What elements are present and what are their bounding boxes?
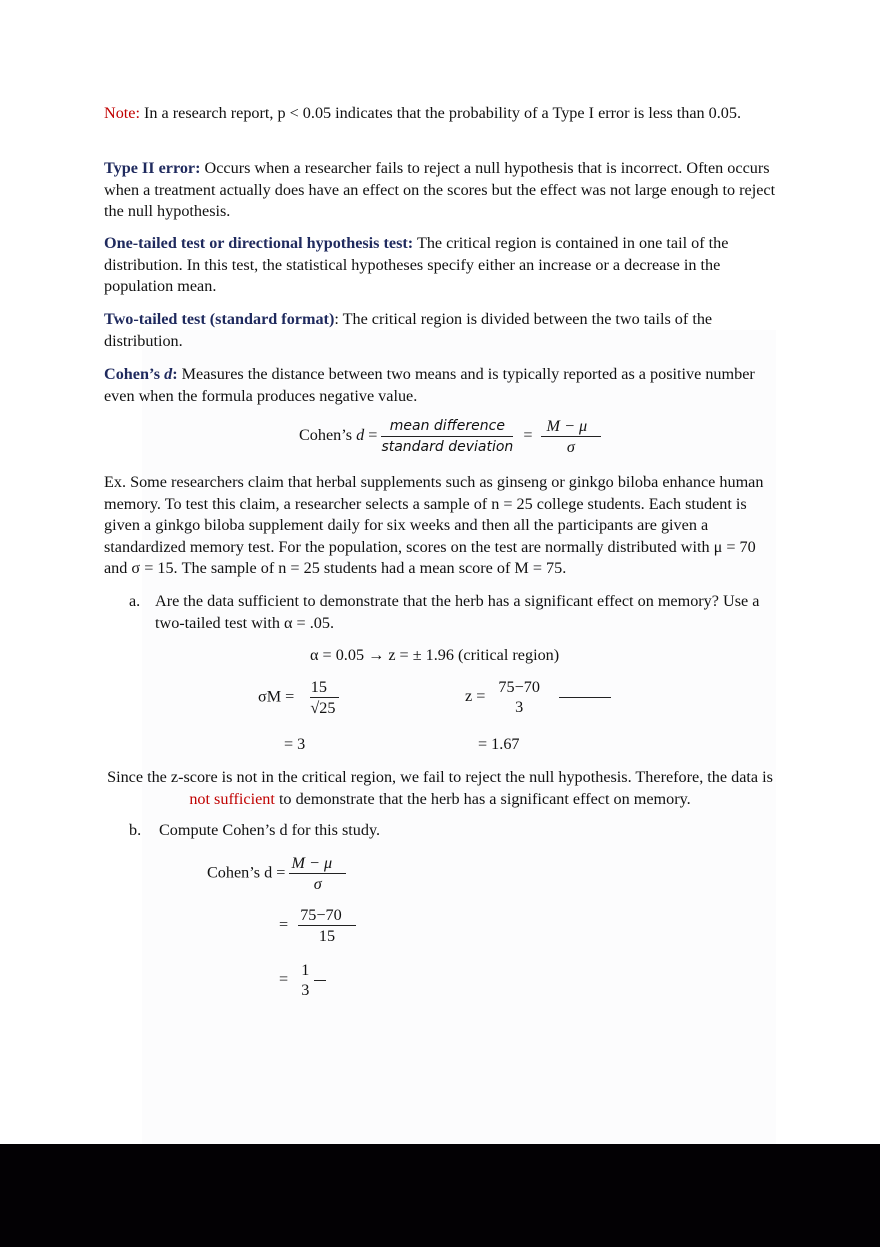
definition-type-ii-error [104, 158, 776, 223]
standard-error-result: = 3 [284, 735, 306, 753]
definition-text: Occurs when a researcher fails to reject a null hypothesis that is incorrect. Often occurs when a treatment actually does have an effect on the scores but the effect was not large enough to reject the null hypothesis. [104, 159, 776, 221]
note-paragraph [104, 103, 776, 125]
cohens-d-step-3: = 1 3 [279, 960, 326, 1000]
black-footer-bar [0, 1144, 880, 1247]
fraction-bar [559, 697, 611, 698]
z-score-result: = 1.67 [478, 735, 520, 753]
conclusion-paragraph: Since the z-score is not in the critical region, we fail to reject the null hypothesis. Therefore, the data is not sufficient to demonstrate that the herb has a significant effect on memory. [107, 768, 773, 808]
part-b-question: b. Compute Cohen’s d for this study. [129, 821, 381, 839]
note-text: In a research report, p < 0.05 indicates that the probability of a Type I error is less than 0.05. [139, 104, 742, 122]
critical-region-line: α = 0.05 → z = ± 1.96 (critical region) [310, 646, 560, 664]
note-label: Note: [104, 104, 140, 122]
term-type-ii-error: Type II error: [104, 159, 201, 177]
cohens-d-step-1: Cohen’s d = $\frac{M - \mu}{\sigma}$ [207, 853, 346, 894]
cohens-d-step-2: = $\frac{75-70}{15}$ [279, 905, 356, 946]
example-paragraph: Ex. Some researchers claim that herbal supplements such as ginseng or ginkgo biloba enhance human memory. To test this claim, a researcher selects a sample of n = 25 college students. Each student is given a ginkgo biloba supplement daily for six weeks and then all the participants are given a standardized memory test. For the population, scores on the test are normally distributed with μ = 70 and σ = 15. The sample of n = 25 students had a mean score of M = 75. [104, 473, 764, 578]
definition-two-tailed-test [104, 309, 776, 352]
standard-error-formula: σM = $\frac{15}{√25}$ [258, 677, 339, 718]
fraction-bar [314, 980, 326, 981]
fraction-mean-diff-over-sd: $\frac{\text{mean difference}}{\text{standard deviation}}$ [381, 418, 514, 455]
definition-text: : The critical region is divided between the two tails of the distribution. [104, 310, 713, 350]
term-cohens-d: Cohen’s d: [104, 365, 178, 383]
definition-text: The critical region is contained in one tail of the distribution. In this test, the statistical hypotheses specify either an increase or a decrease in the population mean. [104, 234, 729, 296]
definition-one-tailed-test [104, 233, 776, 298]
not-sufficient-highlight: not sufficient [189, 789, 275, 808]
definition-cohens-d [104, 364, 776, 407]
fraction-m-minus-mu-over-sigma: $\frac{M - \mu}{\sigma}$ [541, 416, 602, 457]
term-two-tailed-test: Two-tailed test (standard format) [104, 310, 335, 328]
term-one-tailed-test: One-tailed test or directional hypothesis test: [104, 234, 414, 252]
z-score-formula: z = 75−70 3 [465, 677, 611, 717]
cohens-d-formula: Cohen’s d = $\frac{\text{mean difference}}{\text{standard deviation}}$ = $\frac{M - \mu}{\sigma}$ [299, 416, 601, 457]
part-a-question: a. Are the data sufficient to demonstrate that the herb has a significant effect on memory? Use a two-tailed test with α = .05. [129, 592, 760, 632]
definition-text: Measures the distance between two means and is typically reported as a positive number even when the formula produces negative value. [104, 365, 755, 405]
